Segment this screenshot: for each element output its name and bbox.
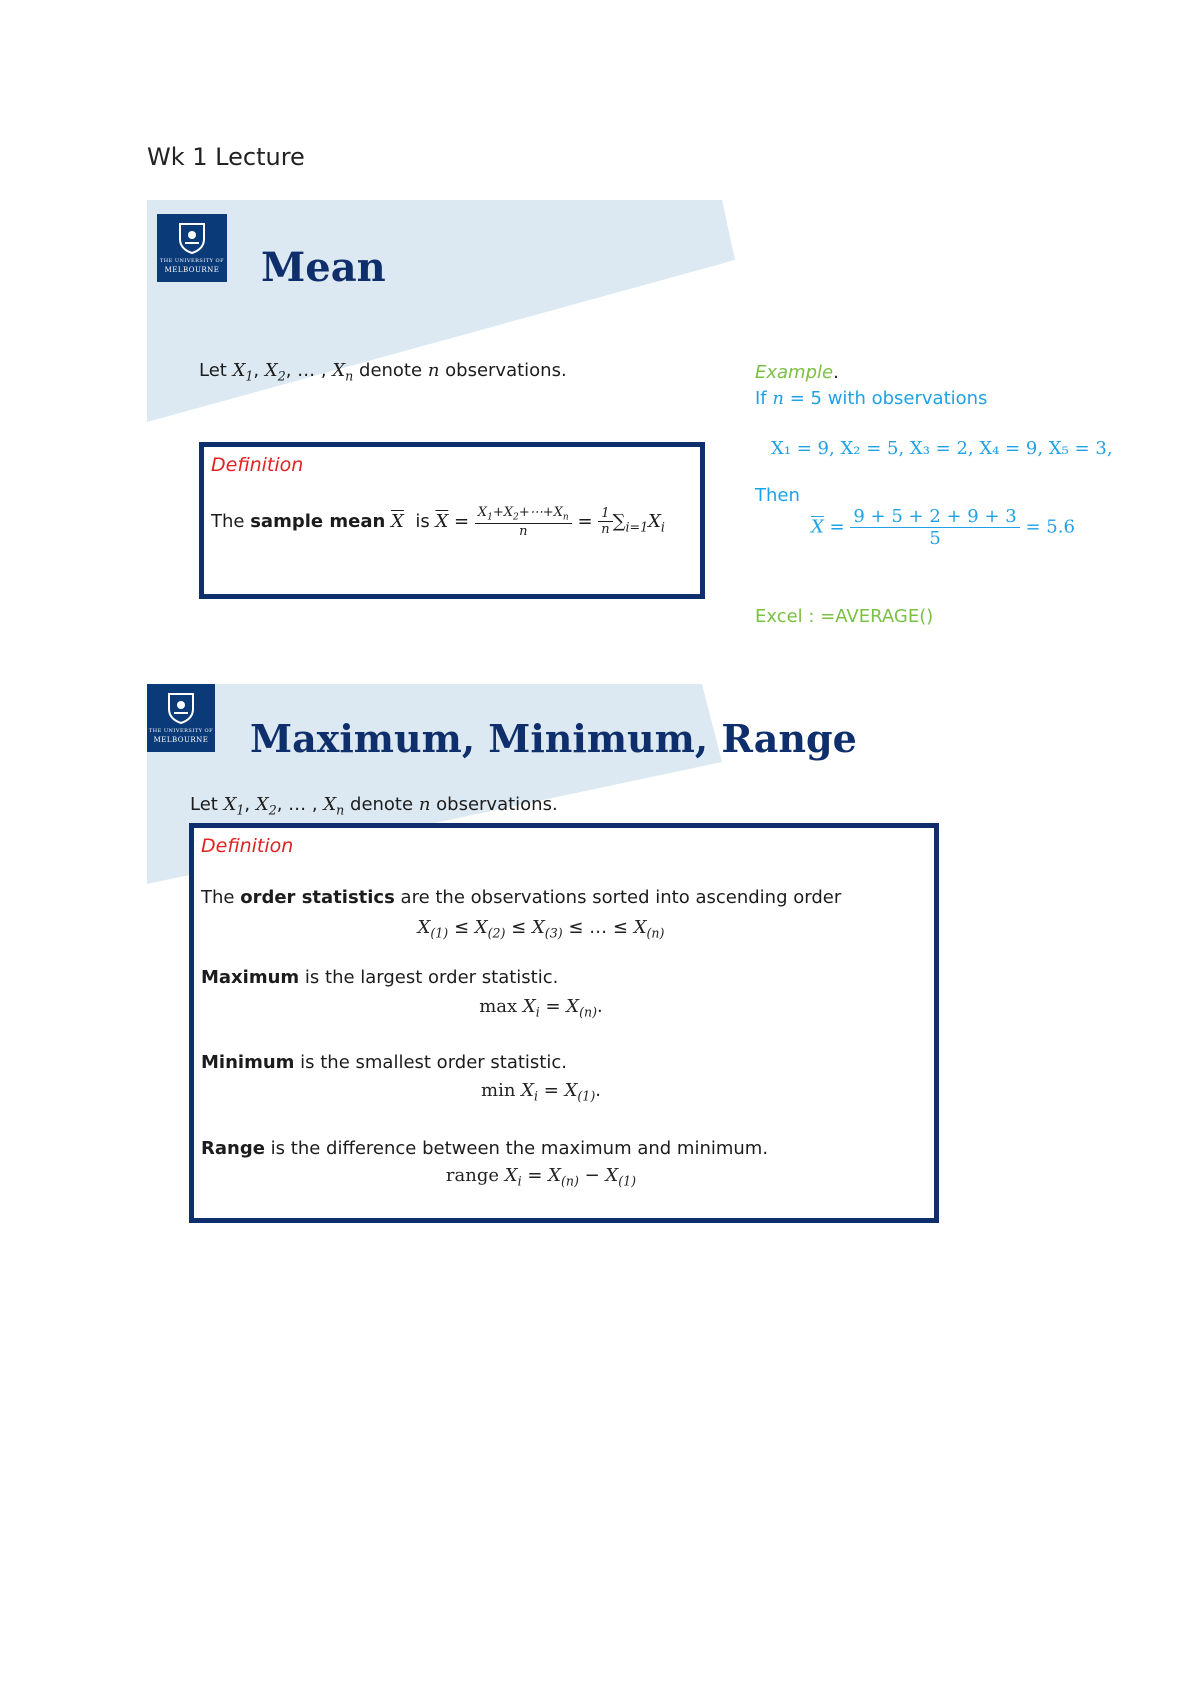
definition-label: Definition	[201, 835, 294, 857]
logo-line-2: MELBOURNE	[164, 266, 220, 274]
example-label: Example.	[755, 362, 839, 383]
logo-line-1: THE UNIVERSITY OF	[148, 728, 214, 734]
order-statistics-text: The order statistics are the observations sorted into ascending order	[201, 887, 842, 908]
page-title: Wk 1 Lecture	[147, 143, 305, 171]
maximum-formula: $\max X_i = X_{(n)}$.	[479, 996, 603, 1020]
slide-title: Mean	[261, 244, 386, 291]
crest-icon	[164, 691, 198, 725]
logo-line-1: THE UNIVERSITY OF	[159, 258, 225, 264]
definition-box	[189, 823, 939, 1223]
minimum-text: Minimum is the smallest order statistic.	[201, 1052, 567, 1073]
university-logo	[147, 684, 215, 752]
maximum-text: Maximum is the largest order statistic.	[201, 967, 559, 988]
slide-title: Maximum, Minimum, Range	[250, 716, 857, 761]
slide-background-shape	[147, 200, 747, 425]
university-logo	[157, 214, 227, 282]
definition-label: Definition	[211, 454, 304, 476]
intro-text: Let $X_1$, $X_2$, … , $X_n$ denote n observations.	[190, 794, 558, 818]
order-statistics-formula: $X_{(1)} \le X_{(2)} \le X_{(3)}$ ≤ … ≤ $X_{(n)}$	[417, 917, 665, 941]
example-observations: X₁ = 9, X₂ = 5, X₃ = 2, X₄ = 9, X₅ = 3,	[771, 438, 1113, 459]
excel-function: Excel : =AVERAGE()	[755, 606, 934, 627]
sample-mean-definition: The sample mean $\overline{X}$ is $\overline{X}$ = $\frac{X_1+X_2+\cdots+X_n}{n}$ = $\frac{1}{n}$ $\sum_{i=1}X_i$	[211, 505, 665, 539]
crest-icon	[175, 221, 209, 255]
range-formula: range $X_i = X_{(n)} - X_{(1)}$	[445, 1165, 637, 1189]
range-slide	[147, 684, 947, 1224]
example-condition: If n = 5 with observations	[755, 388, 988, 409]
minimum-formula: $\min X_i = X_{(1)}$.	[481, 1080, 601, 1104]
range-text: Range is the difference between the maximum and minimum.	[201, 1138, 769, 1159]
example-then: Then	[755, 485, 800, 506]
mean-slide	[147, 200, 1147, 640]
example-mean-calculation: $\overline{X}$ = $\frac{9 + 5 + 2 + 9 + 3}{5}$ = 5.6	[811, 506, 1075, 549]
logo-line-2: MELBOURNE	[153, 736, 209, 744]
intro-text: Let $X_1$, $X_2$, … , $X_n$ denote n observations.	[199, 360, 567, 384]
definition-box	[199, 442, 705, 599]
